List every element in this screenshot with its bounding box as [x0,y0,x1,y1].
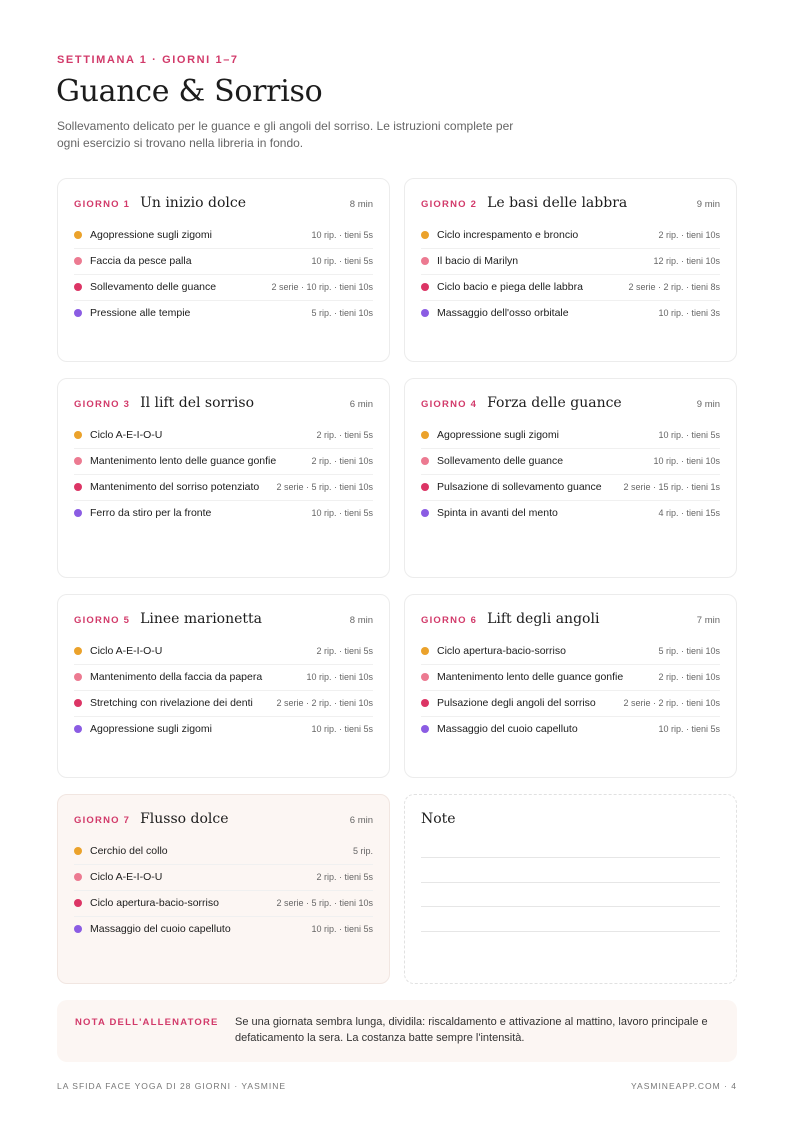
category-dot-icon [74,899,82,907]
category-dot-icon [421,431,429,439]
day-label: GIORNO 5 [74,615,131,626]
exercise-row [74,639,373,665]
exercise-name: Sollevamento delle guance [437,455,564,467]
exercise-name: Faccia da pesce palla [90,255,192,267]
day-label: GIORNO 3 [74,399,131,410]
day-title: Il lift del sorriso [140,395,254,411]
exercise-name: Mantenimento del sorriso potenziato [90,481,260,493]
day-title: Lift degli angoli [487,611,600,627]
exercise-row [421,501,720,526]
exercise-name: Ferro da stiro per la fronte [90,507,212,519]
category-dot-icon [421,725,429,733]
exercise-name: Ciclo A-E-I-O-U [90,871,163,883]
day-title: Linee marionetta [140,611,262,627]
note-line [421,906,720,907]
note-line [421,931,720,932]
note-line [421,857,720,858]
exercise-list [74,423,373,526]
exercise-name: Ciclo increspamento e broncio [437,229,579,241]
exercise-dose: 2 rip. · tieni 10s [658,672,720,682]
exercise-dose: 10 rip. · tieni 5s [311,508,373,518]
category-dot-icon [74,847,82,855]
exercise-dose: 2 serie · 2 rip. · tieni 10s [623,698,720,708]
exercise-list [74,839,373,942]
notes-card[interactable] [404,794,737,984]
category-dot-icon [74,673,82,681]
exercise-name: Agopressione sugli zigomi [90,229,212,241]
category-dot-icon [421,647,429,655]
category-dot-icon [74,231,82,239]
day-label: GIORNO 6 [421,615,478,626]
category-dot-icon [421,283,429,291]
exercise-name: Massaggio del cuoio capelluto [90,923,231,935]
exercise-row [421,665,720,691]
category-dot-icon [74,309,82,317]
day-card-header [421,195,720,217]
note-line [421,882,720,883]
exercise-name: Mantenimento lento delle guance gonfie [90,455,277,467]
day-duration: 9 min [696,399,720,410]
day-label: GIORNO 7 [74,815,131,826]
coach-note-text: Se una giornata sembra lunga, dividila: riscaldamento e attivazione al mattino, lavoro principale e defaticamento la sera. La costanza batte sempre l'intensità. [235,1016,708,1044]
category-dot-icon [421,483,429,491]
exercise-dose: 5 rip. · tieni 10s [311,308,373,318]
category-dot-icon [74,725,82,733]
exercise-dose: 2 rip. · tieni 5s [316,872,373,882]
category-dot-icon [74,483,82,491]
day-label: GIORNO 4 [421,399,478,410]
day-card-7 [57,794,390,984]
day-duration: 7 min [696,615,720,626]
day-card-4 [404,378,737,578]
exercise-dose: 10 rip. · tieni 5s [311,724,373,734]
day-duration: 8 min [349,199,373,210]
day-card-3 [57,378,390,578]
exercise-name: Ciclo A-E-I-O-U [90,429,163,441]
exercise-row [74,717,373,742]
exercise-row [74,501,373,526]
exercise-list [421,223,720,326]
exercise-row [74,665,373,691]
exercise-dose: 10 rip. · tieni 3s [658,308,720,318]
category-dot-icon [421,699,429,707]
day-card-header [421,611,720,633]
day-card-1 [57,178,390,362]
day-title: Le basi delle labbra [487,195,628,211]
exercise-dose: 2 rip. · tieni 10s [311,456,373,466]
exercise-row [421,639,720,665]
day-title: Flusso dolce [140,811,229,827]
exercise-row [74,249,373,275]
category-dot-icon [421,673,429,681]
day-card-6 [404,594,737,778]
category-dot-icon [421,509,429,517]
footer-left: LA SFIDA FACE YOGA DI 28 GIORNI · YASMINE [57,1081,287,1091]
exercise-list [74,639,373,742]
category-dot-icon [74,283,82,291]
exercise-name: Ciclo A-E-I-O-U [90,645,163,657]
exercise-name: Ciclo bacio e piega delle labbra [437,281,583,293]
exercise-row [74,449,373,475]
exercise-name: Sollevamento delle guance [90,281,217,293]
exercise-dose: 2 serie · 2 rip. · tieni 10s [276,698,373,708]
exercise-name: Agopressione sugli zigomi [437,429,559,441]
exercise-row [74,475,373,501]
day-duration: 8 min [349,615,373,626]
exercise-dose: 10 rip. · tieni 10s [653,456,720,466]
exercise-name: Il bacio di Marilyn [437,255,519,267]
exercise-list [74,223,373,326]
category-dot-icon [421,457,429,465]
day-card-header [74,195,373,217]
exercise-row [74,301,373,326]
week-eyebrow: SETTIMANA 1 · GIORNI 1–7 [57,54,239,66]
category-dot-icon [421,257,429,265]
exercise-dose: 2 serie · 10 rip. · tieni 10s [271,282,373,292]
category-dot-icon [74,509,82,517]
day-card-header [74,811,373,833]
category-dot-icon [421,309,429,317]
exercise-dose: 2 serie · 15 rip. · tieni 1s [623,482,720,492]
day-duration: 6 min [349,815,373,826]
day-label: GIORNO 1 [74,199,131,210]
exercise-row [421,249,720,275]
category-dot-icon [74,457,82,465]
exercise-row [421,301,720,326]
exercise-dose: 2 serie · 5 rip. · tieni 10s [276,898,373,908]
exercise-name: Cerchio del collo [90,845,168,857]
exercise-dose: 2 rip. · tieni 5s [316,646,373,656]
exercise-name: Stretching con rivelazione dei denti [90,697,253,709]
exercise-dose: 10 rip. · tieni 10s [306,672,373,682]
exercise-row [421,717,720,742]
exercise-name: Pulsazione degli angoli del sorriso [437,697,596,709]
exercise-name: Ciclo apertura-bacio-sorriso [437,645,566,657]
category-dot-icon [74,925,82,933]
exercise-dose: 10 rip. · tieni 5s [658,430,720,440]
exercise-row [74,891,373,917]
exercise-name: Pulsazione di sollevamento guance [437,481,602,493]
category-dot-icon [74,647,82,655]
exercise-name: Ciclo apertura-bacio-sorriso [90,897,219,909]
exercise-row [421,223,720,249]
exercise-name: Massaggio dell'osso orbitale [437,307,569,319]
exercise-row [421,449,720,475]
exercise-dose: 10 rip. · tieni 5s [311,924,373,934]
category-dot-icon [74,699,82,707]
exercise-row [74,275,373,301]
notes-title: Note [421,811,456,827]
exercise-dose: 12 rip. · tieni 10s [653,256,720,266]
exercise-list [421,639,720,742]
exercise-name: Massaggio del cuoio capelluto [437,723,578,735]
exercise-row [421,423,720,449]
day-card-header [74,611,373,633]
day-card-5 [57,594,390,778]
exercise-row [74,917,373,942]
page-title: Guance & Sorriso [56,74,323,109]
exercise-dose: 10 rip. · tieni 5s [311,230,373,240]
day-card-header [74,395,373,417]
exercise-name: Mantenimento lento delle guance gonfie [437,671,624,683]
category-dot-icon [74,431,82,439]
category-dot-icon [74,873,82,881]
coach-note-label: NOTA DELL'ALLENATORE [75,1017,219,1028]
coach-note [57,1000,737,1062]
day-label: GIORNO 2 [421,199,478,210]
exercise-dose: 5 rip. · tieni 10s [658,646,720,656]
exercise-row [74,839,373,865]
category-dot-icon [74,257,82,265]
exercise-dose: 4 rip. · tieni 15s [658,508,720,518]
day-title: Forza delle guance [487,395,622,411]
exercise-row [74,423,373,449]
exercise-dose: 5 rip. [352,846,373,856]
exercise-row [421,475,720,501]
exercise-row [421,275,720,301]
page-subtitle: Sollevamento delicato per le guance e gli angoli del sorriso. Le istruzioni complete per ogni esercizio si trovano nella libreria in fondo. [57,119,514,150]
day-duration: 9 min [696,199,720,210]
exercise-name: Mantenimento della faccia da papera [90,671,263,683]
exercise-dose: 2 rip. · tieni 5s [316,430,373,440]
day-card-header [421,395,720,417]
exercise-dose: 2 serie · 2 rip. · tieni 8s [628,282,720,292]
exercise-row [74,865,373,891]
exercise-name: Agopressione sugli zigomi [90,723,212,735]
day-title: Un inizio dolce [140,195,247,211]
exercise-dose: 2 rip. · tieni 10s [658,230,720,240]
exercise-dose: 10 rip. · tieni 5s [658,724,720,734]
category-dot-icon [421,231,429,239]
day-card-2 [404,178,737,362]
exercise-row [74,223,373,249]
exercise-dose: 2 serie · 5 rip. · tieni 10s [276,482,373,492]
exercise-dose: 10 rip. · tieni 5s [311,256,373,266]
exercise-name: Spinta in avanti del mento [437,507,558,519]
exercise-name: Pressione alle tempie [90,307,191,319]
footer-right: YASMINEAPP.COM · 4 [630,1081,737,1091]
day-duration: 6 min [349,399,373,410]
exercise-list [421,423,720,526]
exercise-row [74,691,373,717]
exercise-row [421,691,720,717]
